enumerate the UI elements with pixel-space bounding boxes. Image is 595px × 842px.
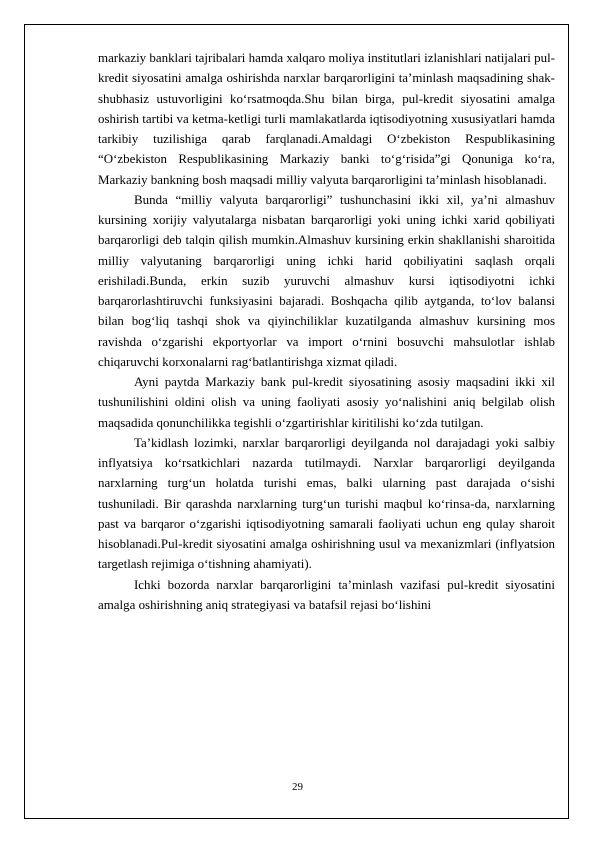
page-number: 29 xyxy=(292,781,303,793)
paragraph-milliy-valyuta: Bunda “milliy valyuta barqarorligi” tushunchasini ikki xil, ya’ni almashuv kursining xorijiy valyutalarga nisbatan barqarorligi yoki uning ichki xarid qobiliyati barqarorligi deb talqin qilish mumkin.Almashuv kursining erkin shakllanishi sharoitida milliy valyutaning barqarorligi uning ichki harid qobiliyatini saqlash orqali erishiladi.Bunda, erkin suzib yuruvchi almashuv kursi iqtisodiyotni ichki barqarorlashtiruvchi funksiyasini bajaradi. Boshqacha qilib aytganda, to‘lov balansi bilan bog‘liq tashqi shok va qiyinchiliklar kuzatilganda almashuv kursining mos ravishda o‘zgarishi ekportyorlar va import o‘rnini bosuvchi mahsulotlar ishlab chiqaruvchi korxonalarni rag‘batlantirishga xizmat qiladi. xyxy=(98,191,555,369)
paragraph-ichki-bozor: Ichki bozorda narxlar barqarorligini ta’minlash vazifasi pul-kredit siyosatini amalga oshirishning aniq strategiyasi va batafsil rejasi bo‘lishini xyxy=(98,576,555,612)
paragraph-narxlar-barqarorligi: Ta’kidlash lozimki, narxlar barqarorligi deyilganda nol darajadagi yoki salbiy inflyatsiya ko‘rsatkichlari nazarda tutilmaydi. Narxlar barqarorligi deyilganda narxlarning turg‘un holatda turishi emas, balki ularning past darajada o‘sishi tushuniladi. Bir qarashda narxlarning turg‘un turishi maqbul ko‘rinsa-da, narxlarning past va barqaror o‘zgarishi iqtisodiyotning samarali faoliyati uchun eng qulay sharoit hisoblanadi.Pul-kredit siyosatini amalga oshirishning usul va mexanizmlari (inflyatsion targetlash rejimiga o‘tishning ahamiyati). xyxy=(98,434,555,572)
paragraph-markaziy-bank: Ayni paytda Markaziy bank pul-kredit siyosatining asosiy maqsadini ikki xil tushunilishini oldini olish va uning faoliyati asosiy yo‘nalishini aniq belgilab olish maqsadida qonunchilikka tegishli o‘zgartirishlar kiritilishi ko‘zda tutilgan. xyxy=(98,374,555,430)
paragraph-continuation: markaziy banklari tajribalari hamda xalqaro moliya institutlari izlanishlari natijalari pul-kredit siyosatini amalga oshirishda narxlar barqarorligini ta’minlash maqsadining shak-shubhasiz ustuvorligini ko‘rsatmoqda.Shu bilan birga, pul-kredit siyosatini amalga oshirish tartibi va ketma-ketligi turli mamlakatlarda iqtisodiyotning xususiyatlari hamda tarkibiy tuzilishiga qarab farqlanadi.Amaldagi O‘zbekiston Respublikasining “O‘zbekiston Respublikasining Markaziy banki to‘g‘risida”gi Qonuniga ko‘ra, Markaziy bankning bosh maqsadi milliy valyuta barqarorligini ta’minlash hisoblanadi. xyxy=(98,50,555,187)
document-body xyxy=(98,48,555,615)
